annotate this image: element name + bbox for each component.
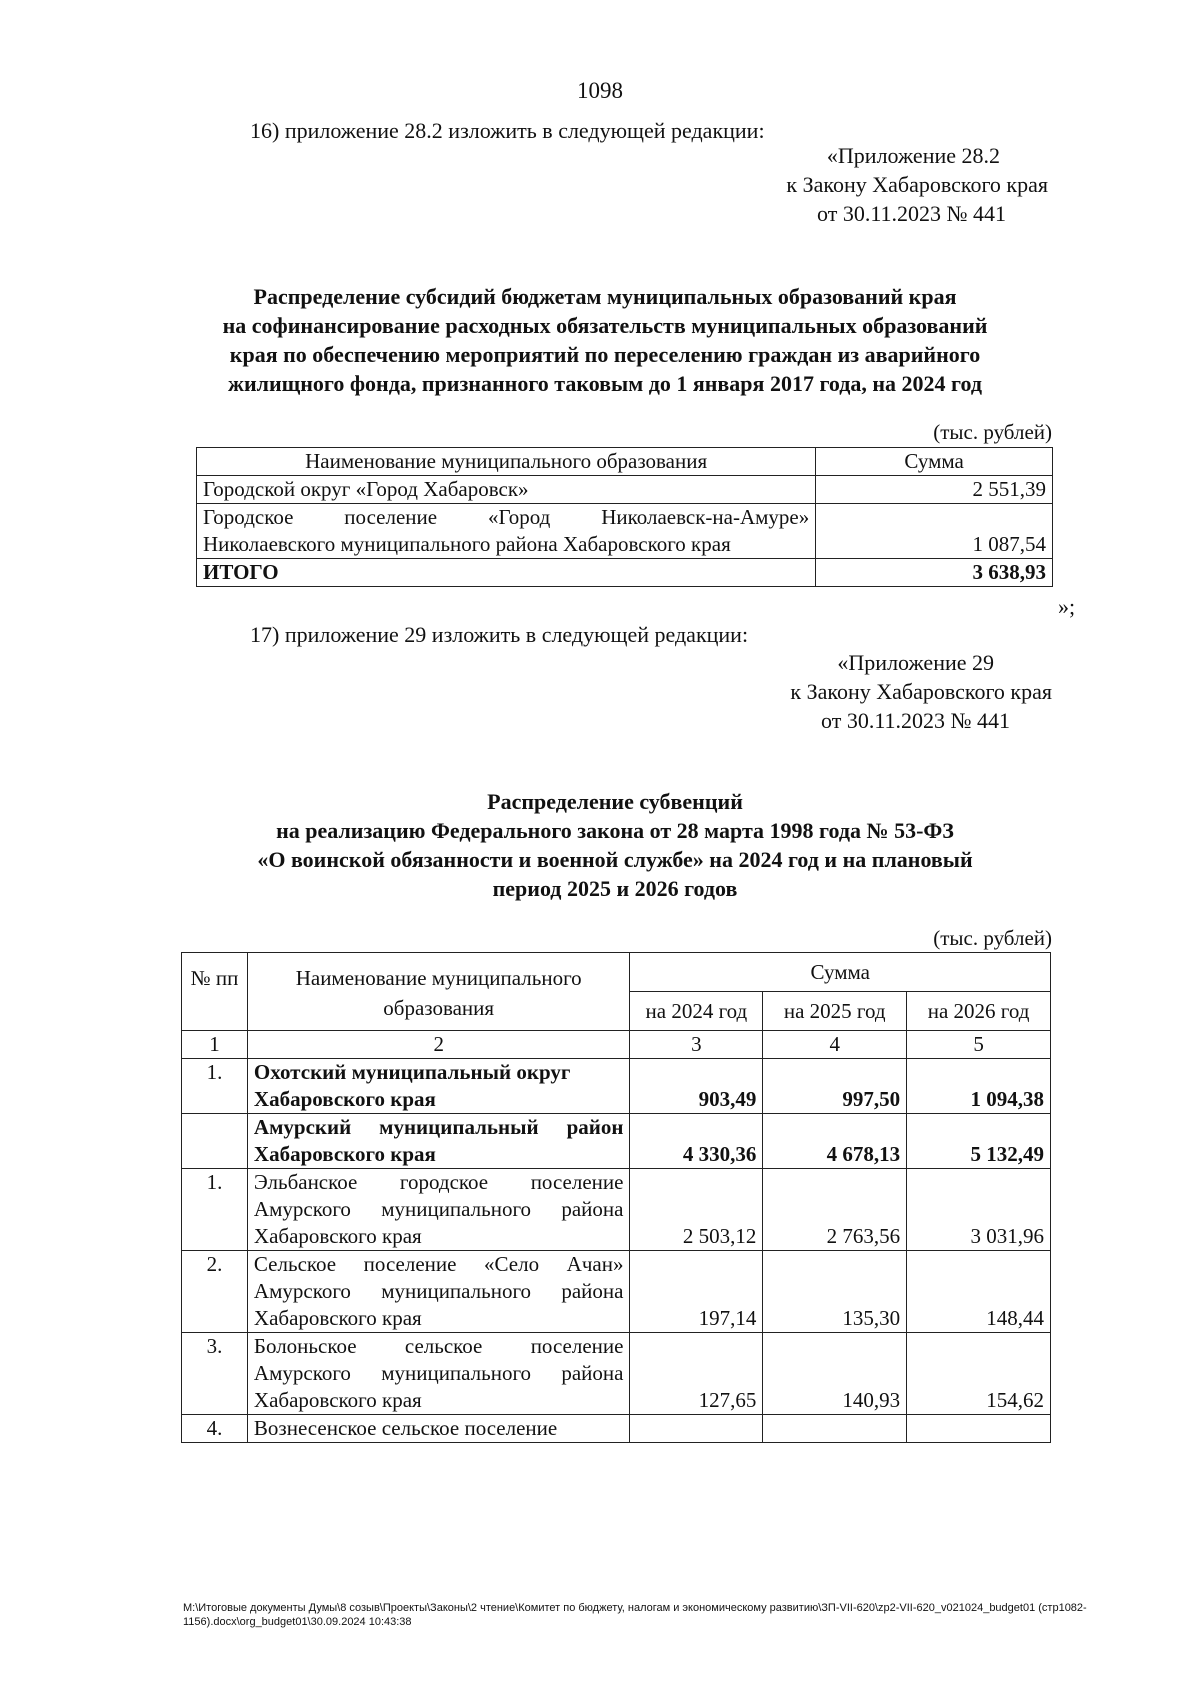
table-row: [182, 1169, 1051, 1251]
table-row: [197, 504, 1053, 559]
table-row: [182, 1114, 1051, 1169]
col-number: 5: [907, 1031, 1051, 1059]
table-header-row: [197, 448, 1053, 476]
file-path-footer: M:\Итоговые документы Думы\8 созыв\Проекты\Законы\2 чтение\Комитет по бюджету, налогам и экономическому развитию\ЗП-VII-620\zp2-VII-620_v021024_budget01 (стр1082-1156).docx\org_budget01\30.09.2024 10:43:38: [183, 1602, 1087, 1628]
col-number: 3: [630, 1031, 763, 1059]
total-sum: 3 638,93: [816, 559, 1053, 587]
table-row: [182, 1251, 1051, 1333]
row-value-2026: [907, 1415, 1051, 1443]
row-num: 2.: [182, 1251, 248, 1333]
title-line: жилищного фонда, признанного таковым до 1 января 2017 года, на 2024 год: [228, 371, 982, 396]
row-value-2025: 140,93: [763, 1333, 907, 1415]
row-num: 1.: [182, 1169, 248, 1251]
table1-units: (тыс. рублей): [933, 420, 1052, 444]
table-row: [182, 1059, 1051, 1114]
table-row: [197, 476, 1053, 504]
col-number: 2: [247, 1031, 630, 1059]
header-year-2025: на 2025 год: [763, 992, 907, 1031]
table-row: [182, 1333, 1051, 1415]
header-num: № пп: [182, 953, 248, 1031]
col-number: 1: [182, 1031, 248, 1059]
table2-units: (тыс. рублей): [933, 926, 1052, 950]
column-number-row: [182, 1031, 1051, 1059]
row-value-2026: 1 094,38: [907, 1059, 1051, 1114]
table-total-row: [197, 559, 1053, 587]
row-name: Вознесенское сельское поселение: [247, 1415, 630, 1443]
subvention-table: [181, 952, 1051, 1443]
header-name: Наименование муниципального образования: [197, 448, 816, 476]
subsidy-table: [196, 447, 1053, 587]
row-value-2026: 5 132,49: [907, 1114, 1051, 1169]
item-17-text: 17) приложение 29 изложить в следующей редакции:: [250, 622, 749, 647]
row-sum: 1 087,54: [816, 504, 1053, 559]
row-value-2025: 2 763,56: [763, 1169, 907, 1251]
row-value-2025: 135,30: [763, 1251, 907, 1333]
row-value-2024: 2 503,12: [630, 1169, 763, 1251]
table2-title: [180, 787, 1050, 903]
appendix-line: «Приложение 28.2: [826, 143, 1000, 168]
page-number: 1098: [577, 78, 623, 103]
appendix-line: к Закону Хабаровского края: [786, 172, 1048, 197]
row-name: Городское поселение «Город Николаевск-на-Амуре» Николаевского муниципального района Хабаровского края: [197, 504, 816, 559]
appendix-line: «Приложение 29: [837, 650, 994, 675]
row-value-2025: [763, 1415, 907, 1443]
row-value-2025: 997,50: [763, 1059, 907, 1114]
item-16-text: 16) приложение 28.2 изложить в следующей редакции:: [250, 118, 765, 143]
row-num: 4.: [182, 1415, 248, 1443]
row-value-2026: 148,44: [907, 1251, 1051, 1333]
row-num: 3.: [182, 1333, 248, 1415]
appendix-line: к Закону Хабаровского края: [790, 679, 1052, 704]
row-name: Охотский муниципальный округ Хабаровского края: [247, 1059, 630, 1114]
title-line: края по обеспечению мероприятий по переселению граждан из аварийного: [229, 342, 981, 367]
title-line: период 2025 и 2026 годов: [492, 876, 738, 901]
table-header-row: [182, 953, 1051, 992]
row-value-2026: 154,62: [907, 1333, 1051, 1415]
row-value-2024: 127,65: [630, 1333, 763, 1415]
title-line: Распределение субвенций: [487, 789, 743, 814]
col-number: 4: [763, 1031, 907, 1059]
appendix-line: от 30.11.2023 № 441: [817, 201, 1006, 226]
row-name: Амурский муниципальный район Хабаровского края: [247, 1114, 630, 1169]
table1-title: [170, 282, 1040, 398]
row-value-2024: 4 330,36: [630, 1114, 763, 1169]
row-name: Болоньское сельское поселение Амурского муниципального района Хабаровского края: [247, 1333, 630, 1415]
appendix-28-2-block: [786, 141, 1048, 228]
appendix-line: от 30.11.2023 № 441: [821, 708, 1010, 733]
row-name: Сельское поселение «Село Ачан» Амурского муниципального района Хабаровского края: [247, 1251, 630, 1333]
total-label: ИТОГО: [197, 559, 816, 587]
table-row: [182, 1415, 1051, 1443]
row-num: [182, 1114, 248, 1169]
row-name: Эльбанское городское поселение Амурского муниципального района Хабаровского края: [247, 1169, 630, 1251]
closing-quote: »;: [1058, 594, 1076, 619]
title-line: «О воинской обязанности и военной службе» на 2024 год и на плановый: [257, 847, 973, 872]
header-year-2024: на 2024 год: [630, 992, 763, 1031]
row-value-2024: 903,49: [630, 1059, 763, 1114]
row-value-2024: [630, 1415, 763, 1443]
title-line: на софинансирование расходных обязательств муниципальных образований: [222, 313, 988, 338]
row-value-2026: 3 031,96: [907, 1169, 1051, 1251]
title-line: на реализацию Федерального закона от 28 марта 1998 года № 53-ФЗ: [276, 818, 954, 843]
row-num: 1.: [182, 1059, 248, 1114]
appendix-29-block: [790, 648, 1052, 735]
row-name: Городской округ «Город Хабаровск»: [197, 476, 816, 504]
row-value-2025: 4 678,13: [763, 1114, 907, 1169]
header-name: Наименование муниципального образования: [247, 953, 630, 1031]
row-sum: 2 551,39: [816, 476, 1053, 504]
header-year-2026: на 2026 год: [907, 992, 1051, 1031]
header-sum: Сумма: [816, 448, 1053, 476]
header-sum: Сумма: [630, 953, 1051, 992]
row-value-2024: 197,14: [630, 1251, 763, 1333]
title-line: Распределение субсидий бюджетам муниципальных образований края: [253, 284, 957, 309]
